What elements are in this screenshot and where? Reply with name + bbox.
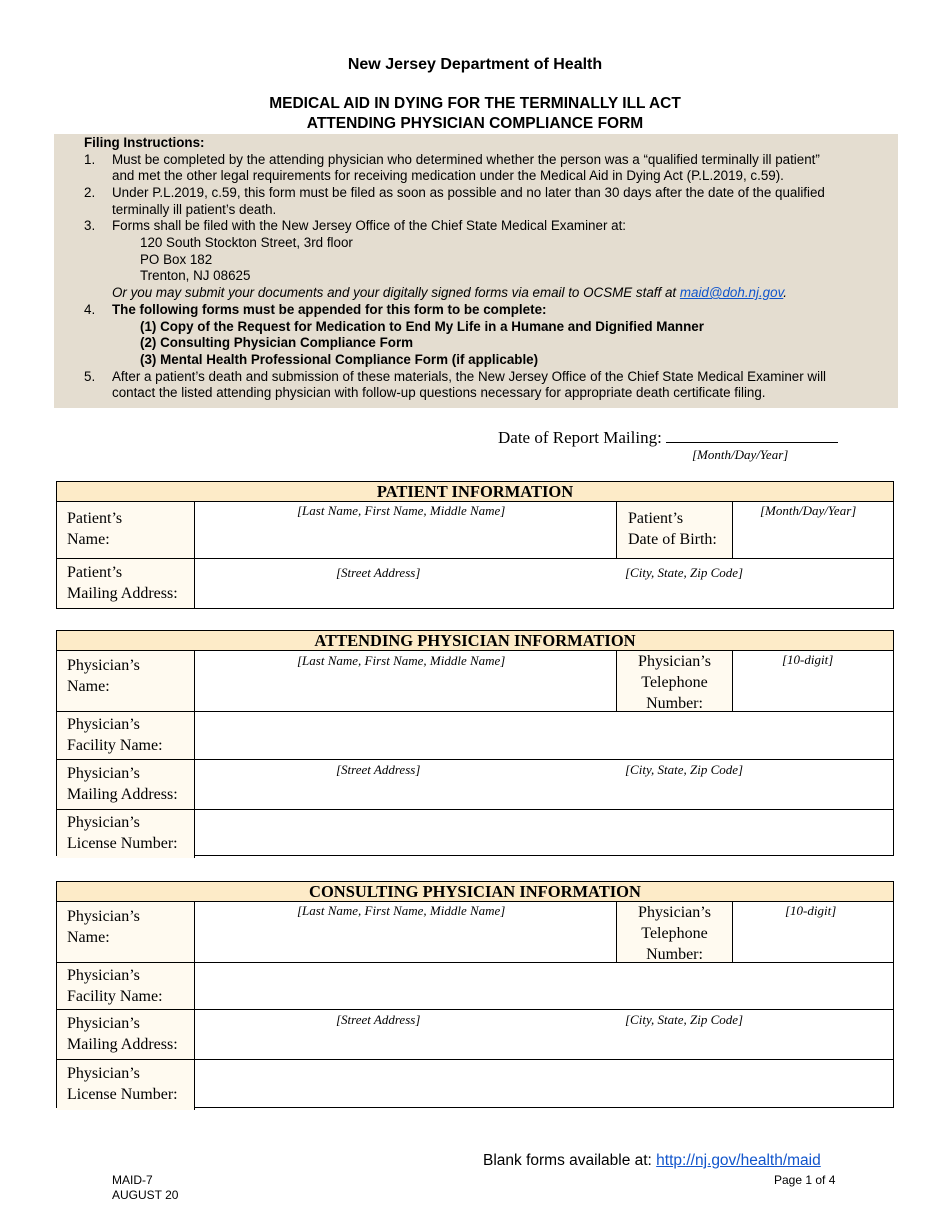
patient-street-hint: [Street Address] bbox=[336, 565, 421, 580]
label-line: Physician’s bbox=[638, 653, 711, 670]
form-code-id: MAID-7 bbox=[112, 1173, 153, 1187]
item-number: 3. bbox=[84, 218, 96, 233]
attending-physician-header: ATTENDING PHYSICIAN INFORMATION bbox=[57, 631, 893, 651]
form-title-line2: ATTENDING PHYSICIAN COMPLIANCE FORM bbox=[306, 115, 644, 132]
email-instructions bbox=[112, 285, 787, 302]
patient-info-header: PATIENT INFORMATION bbox=[57, 482, 893, 502]
email-link[interactable]: maid@doh.nj.gov bbox=[679, 285, 784, 300]
consulting-license-row[interactable] bbox=[57, 1060, 893, 1110]
consulting-physician-header: CONSULTING PHYSICIAN INFORMATION bbox=[57, 882, 893, 902]
required-form-1: (1) Copy of the Request for Medication to End My Life in a Humane and Dignified Manner bbox=[140, 319, 704, 334]
consulting-name-label bbox=[57, 902, 195, 962]
attending-license-label bbox=[57, 810, 195, 858]
label-line: Physician’s bbox=[67, 657, 140, 674]
attending-address-label bbox=[57, 760, 195, 809]
item5-line2: contact the listed attending physician with follow-up questions necessary for appropriate death certificate filing. bbox=[112, 385, 766, 400]
label-line: Patient’s bbox=[67, 564, 123, 581]
label-line: Name: bbox=[67, 929, 110, 946]
attending-city-hint: [City, State, Zip Code] bbox=[625, 762, 744, 777]
consulting-license-label bbox=[57, 1060, 195, 1110]
item-number: 4. bbox=[84, 302, 96, 317]
label-line: Facility Name: bbox=[67, 737, 163, 754]
attending-name-hint: [Last Name, First Name, Middle Name] bbox=[297, 653, 506, 668]
consulting-phone-label bbox=[616, 902, 733, 962]
label-line: Physician’s bbox=[67, 1065, 140, 1082]
patient-name-row[interactable] bbox=[57, 502, 893, 559]
patient-dob-hint: [Month/Day/Year] bbox=[760, 503, 857, 518]
page-number: Page 1 of 4 bbox=[774, 1173, 836, 1187]
label-line: Date of Birth: bbox=[628, 531, 717, 548]
label-line: Number: bbox=[646, 946, 703, 963]
consulting-phone-hint: [10-digit] bbox=[785, 903, 837, 918]
label-line: Facility Name: bbox=[67, 988, 163, 1005]
item5-line1: After a patient’s death and submission of these materials, the New Jersey Office of the Chief State Medical Examiner will bbox=[112, 369, 827, 384]
label-line: Physician’s bbox=[67, 814, 140, 831]
item-number: 2. bbox=[84, 185, 96, 200]
attending-phone-label bbox=[616, 651, 733, 711]
item3-line1: Forms shall be filed with the New Jersey Office of the Chief State Medical Examiner at: bbox=[112, 218, 627, 233]
attending-physician-table bbox=[56, 630, 894, 856]
blank-forms-notice bbox=[483, 1152, 821, 1170]
label-line: Physician’s bbox=[638, 904, 711, 921]
attending-facility-row[interactable] bbox=[57, 712, 893, 760]
label-line: Physician’s bbox=[67, 716, 140, 733]
form-code-date: AUGUST 20 bbox=[112, 1188, 179, 1202]
email-end: . bbox=[783, 285, 788, 300]
item2-line2: terminally ill patient’s death. bbox=[112, 202, 277, 217]
label-line: Mailing Address: bbox=[67, 1036, 178, 1053]
consulting-address-label bbox=[57, 1010, 195, 1059]
attending-address-row[interactable] bbox=[57, 760, 893, 810]
consulting-facility-label bbox=[57, 963, 195, 1009]
label-line: Telephone bbox=[641, 674, 708, 691]
attending-license-row[interactable] bbox=[57, 810, 893, 858]
label-line: Patient’s bbox=[67, 510, 123, 527]
email-text: Or you may submit your documents and your digitally signed forms via email to OCSME staff at bbox=[112, 285, 677, 300]
label-line: Name: bbox=[67, 531, 110, 548]
patient-name-hint: [Last Name, First Name, Middle Name] bbox=[297, 503, 506, 518]
consulting-city-hint: [City, State, Zip Code] bbox=[625, 1012, 744, 1027]
label-line: Physician’s bbox=[67, 967, 140, 984]
label-line: Patient’s bbox=[628, 510, 684, 527]
label-line: Physician’s bbox=[67, 1015, 140, 1032]
report-date-blank[interactable] bbox=[666, 427, 838, 443]
label-line: Mailing Address: bbox=[67, 585, 178, 602]
label-line: Physician’s bbox=[67, 765, 140, 782]
attending-phone-hint: [10-digit] bbox=[782, 652, 834, 667]
consulting-name-hint: [Last Name, First Name, Middle Name] bbox=[297, 903, 506, 918]
blank-forms-text: Blank forms available at: bbox=[483, 1152, 652, 1169]
patient-info-table bbox=[56, 481, 894, 609]
label-line: License Number: bbox=[67, 1086, 178, 1103]
agency-name: New Jersey Department of Health bbox=[347, 56, 603, 73]
patient-city-hint: [City, State, Zip Code] bbox=[625, 565, 744, 580]
item1-line2: and met the other legal requirements for receiving medication under the Medical Aid in Dying Act (P.L.2019, c.59). bbox=[112, 168, 784, 183]
label-line: Physician’s bbox=[67, 908, 140, 925]
required-form-3: (3) Mental Health Professional Compliance Form (if applicable) bbox=[140, 352, 539, 367]
item-number: 5. bbox=[84, 369, 96, 384]
item2-line1: Under P.L.2019, c.59, this form must be filed as soon as possible and no later than 30 days after the date of the qualified bbox=[112, 185, 825, 200]
consulting-facility-row[interactable] bbox=[57, 963, 893, 1010]
attending-facility-label bbox=[57, 712, 195, 759]
blank-forms-link[interactable]: http://nj.gov/health/maid bbox=[656, 1152, 821, 1169]
address-line: 120 South Stockton Street, 3rd floor bbox=[140, 235, 353, 250]
item-number: 1. bbox=[84, 152, 96, 167]
patient-name-label bbox=[57, 502, 195, 558]
label-line: Mailing Address: bbox=[67, 786, 178, 803]
report-date-field[interactable] bbox=[498, 427, 838, 448]
label-line: Name: bbox=[67, 678, 110, 695]
form-title-line1: MEDICAL AID IN DYING FOR THE TERMINALLY ILL ACT bbox=[269, 95, 681, 112]
attending-street-hint: [Street Address] bbox=[336, 762, 421, 777]
address-line: Trenton, NJ 08625 bbox=[140, 268, 251, 283]
label-line: License Number: bbox=[67, 835, 178, 852]
attending-name-row[interactable] bbox=[57, 651, 893, 712]
address-line: PO Box 182 bbox=[140, 252, 213, 267]
patient-address-label bbox=[57, 559, 195, 608]
consulting-address-row[interactable] bbox=[57, 1010, 893, 1060]
label-line: Telephone bbox=[641, 925, 708, 942]
patient-dob-label bbox=[616, 502, 733, 558]
report-date-label: Date of Report Mailing: bbox=[498, 428, 662, 447]
consulting-physician-table bbox=[56, 881, 894, 1108]
consulting-name-row[interactable] bbox=[57, 902, 893, 963]
filing-instructions bbox=[54, 134, 898, 408]
patient-address-row[interactable] bbox=[57, 559, 893, 608]
form-code bbox=[112, 1173, 178, 1203]
item4-line1: The following forms must be appended for this form to be complete: bbox=[112, 302, 547, 317]
attending-name-label bbox=[57, 651, 195, 711]
consulting-street-hint: [Street Address] bbox=[336, 1012, 421, 1027]
item1-line1: Must be completed by the attending physician who determined whether the person was a “qualified terminally ill patient” bbox=[112, 152, 820, 167]
report-date-hint: [Month/Day/Year] bbox=[692, 447, 789, 462]
instructions-heading: Filing Instructions: bbox=[84, 135, 205, 150]
label-line: Number: bbox=[646, 695, 703, 712]
required-form-2: (2) Consulting Physician Compliance Form bbox=[140, 335, 414, 350]
